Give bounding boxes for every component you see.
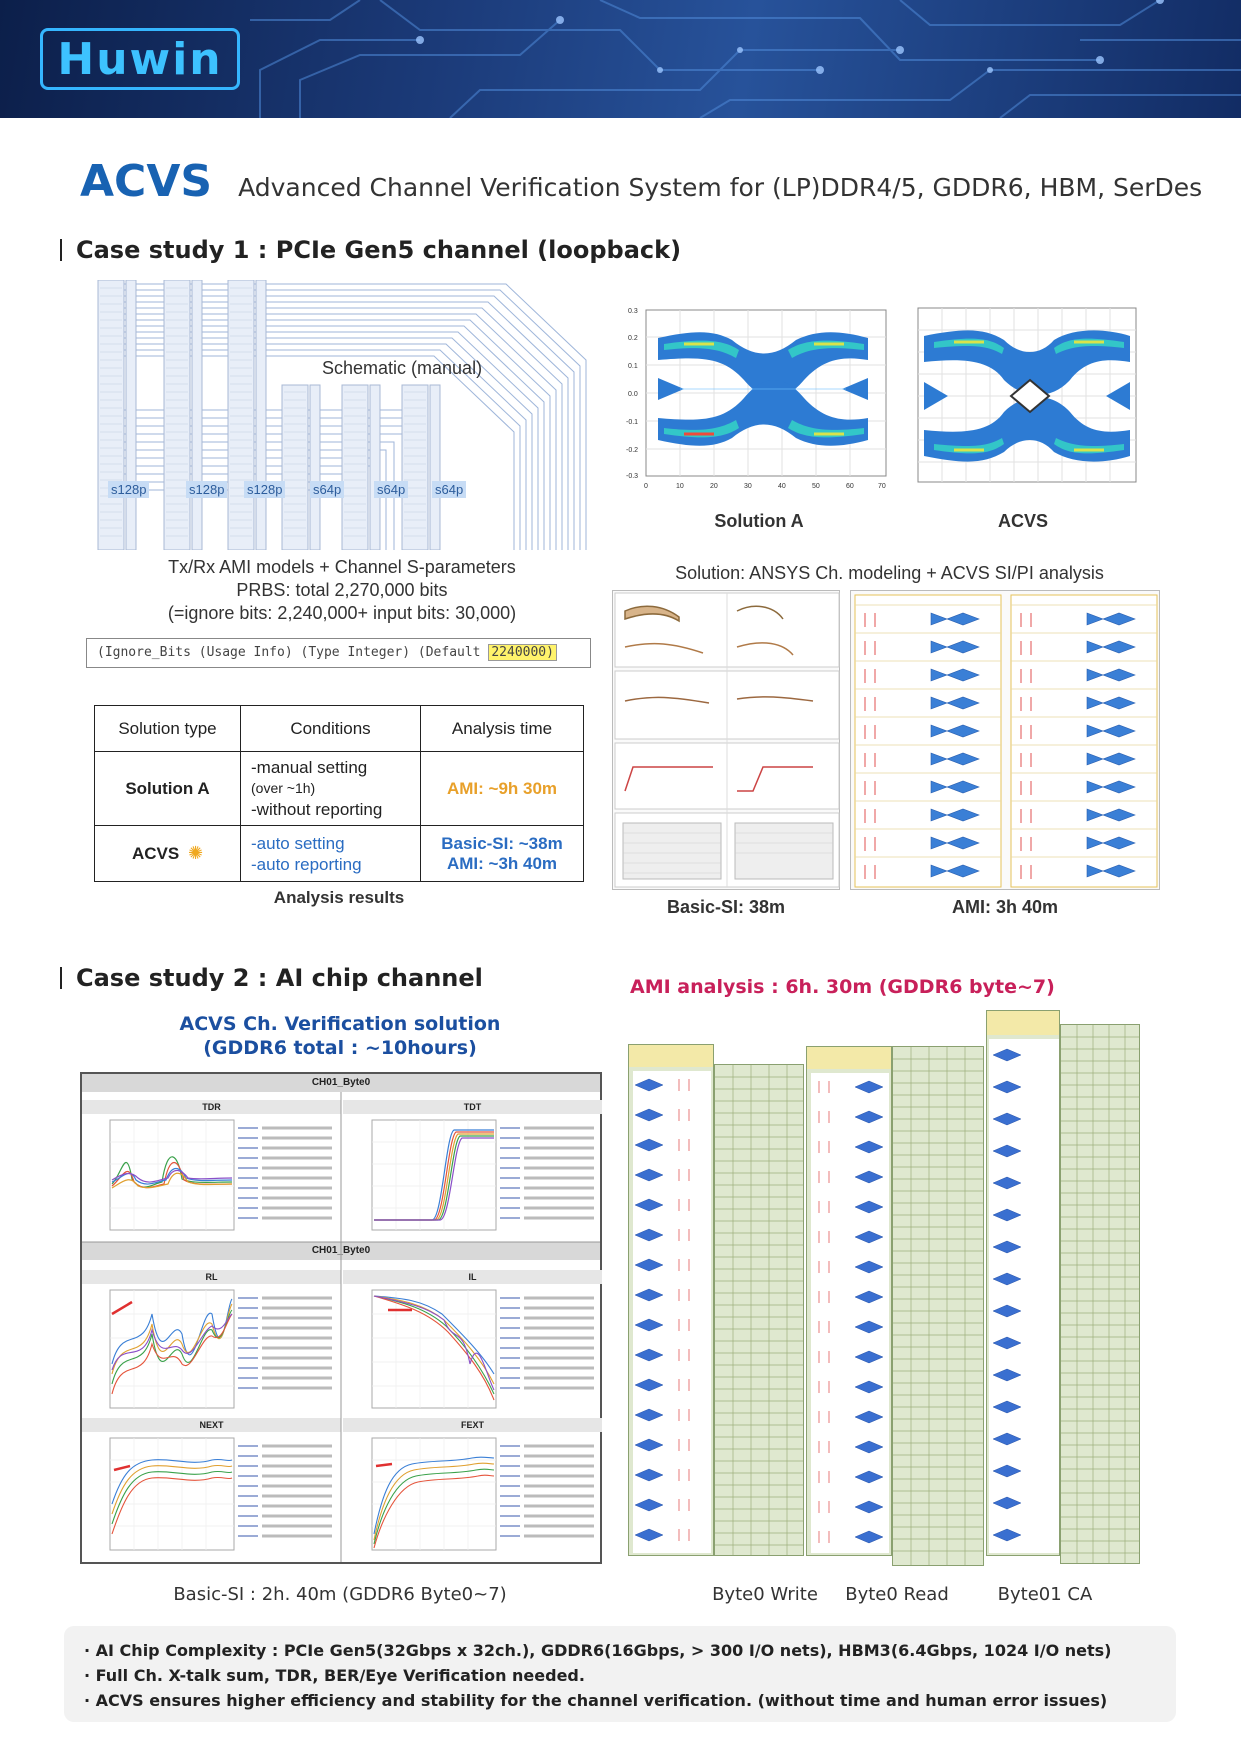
row-analysis-time [421,826,584,882]
eye-plot [624,300,894,500]
plot-title: IL [343,1270,602,1284]
table-row [95,826,584,882]
table-row [95,752,584,826]
condition-line: -manual setting [251,758,368,777]
results-caption: Analysis results [273,888,405,907]
condition-line: -auto setting [251,833,345,853]
row-solution-type: Solution A [95,752,241,826]
analysis-results-table [94,705,584,882]
eye-thumbnails [807,1047,892,1556]
data-table-thumbnail [893,1047,984,1566]
data-table-thumbnail [1061,1025,1140,1564]
eye-diagram-solution-a [624,300,894,500]
header-banner [0,0,1241,118]
title-line: ACVS Ch. Verification solution [179,1013,501,1035]
data-table-thumbnail [715,1065,804,1556]
plot-title: TDR [82,1100,341,1114]
eye-y-tick: 0.0 [628,391,638,398]
port-label: s128p [186,481,227,498]
note-line: · Full Ch. X-talk sum, TDR, BER/Eye Verification needed. [84,1666,585,1685]
ami-data-sheet [892,1046,984,1566]
lightbulb-icon: ✺ [187,843,204,863]
case1-heading-text: Case study 1 : PCIe Gen5 channel (loopback) [76,236,682,264]
eye-x-tick: 70 [878,483,886,490]
table-header: Solution type [95,706,241,752]
eye-y-tick: -0.3 [626,473,639,480]
byte01-ca-caption: Byte01 CA [997,1584,1093,1605]
basic-si-caption: Basic-SI : 2h. 40m (GDDR6 Byte0~7) [173,1584,507,1605]
title-line: (GDDR6 total : ~10hours) [203,1037,477,1059]
row-analysis-time: AMI: ~9h 30m [421,752,584,826]
ami-data-sheet [1060,1024,1140,1564]
port-label: s64p [432,481,466,498]
eye-label-acvs: ACVS [997,511,1048,531]
ami-data-sheet [714,1064,804,1556]
page-title-row [80,156,1202,207]
note-line: · AI Chip Complexity : PCIe Gen5(32Gbps x 32ch.), GDDR6(16Gbps, > 300 I/O nets), HBM3(6.4Gbps, 1024 I/O nets) [84,1641,1112,1660]
heading-bar [60,239,62,261]
si-plot-drawings [82,1074,600,1562]
ami-sheet-eye-read [806,1046,892,1556]
plot-title: TDT [343,1100,602,1114]
eye-plot [904,300,1142,500]
byte0-write-caption: Byte0 Write [712,1584,818,1605]
eye-y-tick: 0.2 [628,335,638,342]
table-header: Analysis time [421,706,584,752]
row-conditions [241,826,421,882]
plot-title: FEXT [343,1418,602,1432]
time-line: AMI: ~3h 40m [446,853,558,873]
company-logo[interactable]: Huwin [40,28,240,90]
code-text: (Ignore_Bits (Usage Info) (Type Integer) (Default [97,645,489,660]
ami-sheet-eye-ca [986,1010,1060,1556]
eye-diagram-acvs [904,300,1142,500]
heading-bar [60,967,62,989]
basic-si-label: Basic-SI: 38m [666,897,786,917]
note-line: · ACVS ensures higher efficiency and stability for the channel verification. (without time and human error issues) [84,1691,1108,1710]
report-thumbnail-drawing [613,591,841,891]
schematic-drawing [86,280,598,550]
eye-thumbnails [987,1011,1060,1556]
ami-parameter-snippet [86,638,591,668]
port-label: s128p [108,481,149,498]
plot-title: RL [82,1270,341,1284]
caption-line: (=ignore bits: 2,240,000+ input bits: 30,000) [167,603,517,623]
page-subtitle: Advanced Channel Verification System for (LP)DDR4/5, GDDR6, HBM, SerDes [238,173,1203,202]
table-header: Conditions [241,706,421,752]
time-line: Basic-SI: ~38m [441,833,563,853]
row-conditions [241,752,421,826]
ami-sheet-eye-write [628,1044,714,1556]
port-label: s128p [244,481,285,498]
si-plots-frame [80,1072,602,1564]
solution-name: ACVS [131,844,180,863]
plot-title: NEXT [82,1418,341,1432]
eye-label-solution-a: Solution A [714,511,804,531]
acvs-solution-title [160,1012,520,1060]
ami-report-drawing [851,591,1161,891]
case2-heading [60,964,483,992]
page-title: ACVS [80,156,213,207]
schematic-label: Schematic (manual) [322,358,483,378]
eye-y-tick: 0.3 [628,308,638,315]
eye-y-tick: -0.2 [626,447,639,454]
eye-x-tick: 40 [778,483,786,490]
ami-analysis-title: AMI analysis : 6h. 30m (GDDR6 byte~7) [630,976,1055,998]
ami-label: AMI: 3h 40m [951,897,1059,917]
frame-header: CH01_Byte0 [82,1242,600,1260]
basic-si-report-thumbnail [612,590,840,890]
byte0-read-caption: Byte0 Read [845,1584,949,1605]
eye-x-tick: 0 [644,483,648,490]
eye-y-tick: -0.1 [626,419,639,426]
frame-header: CH01_Byte0 [82,1074,600,1092]
caption-line: PRBS: total 2,270,000 bits [236,580,448,600]
schematic-caption [86,556,598,625]
case2-heading-text: Case study 2 : AI chip channel [76,964,483,992]
solution-caption: Solution: ANSYS Ch. modeling + ACVS SI/PI analysis [675,563,1104,583]
table-header-row [95,706,584,752]
eye-thumbnails [629,1045,714,1556]
code-highlight: 2240000) [488,644,557,661]
condition-line: (over ~1h) [251,780,316,796]
case1-heading [60,236,681,264]
port-label: s64p [310,481,344,498]
port-label: s64p [374,481,408,498]
ami-report-thumbnail [850,590,1160,890]
eye-x-tick: 50 [812,483,820,490]
row-solution-type [95,826,241,882]
condition-line: -auto reporting [251,854,362,874]
eye-x-tick: 10 [676,483,684,490]
eye-x-tick: 30 [744,483,752,490]
summary-notes [64,1626,1176,1722]
condition-line: -without reporting [251,800,383,819]
eye-y-tick: 0.1 [628,363,638,370]
schematic-panel [86,280,598,550]
caption-line: Tx/Rx AMI models + Channel S-parameters [168,557,516,577]
eye-x-tick: 60 [846,483,854,490]
eye-x-tick: 20 [710,483,718,490]
